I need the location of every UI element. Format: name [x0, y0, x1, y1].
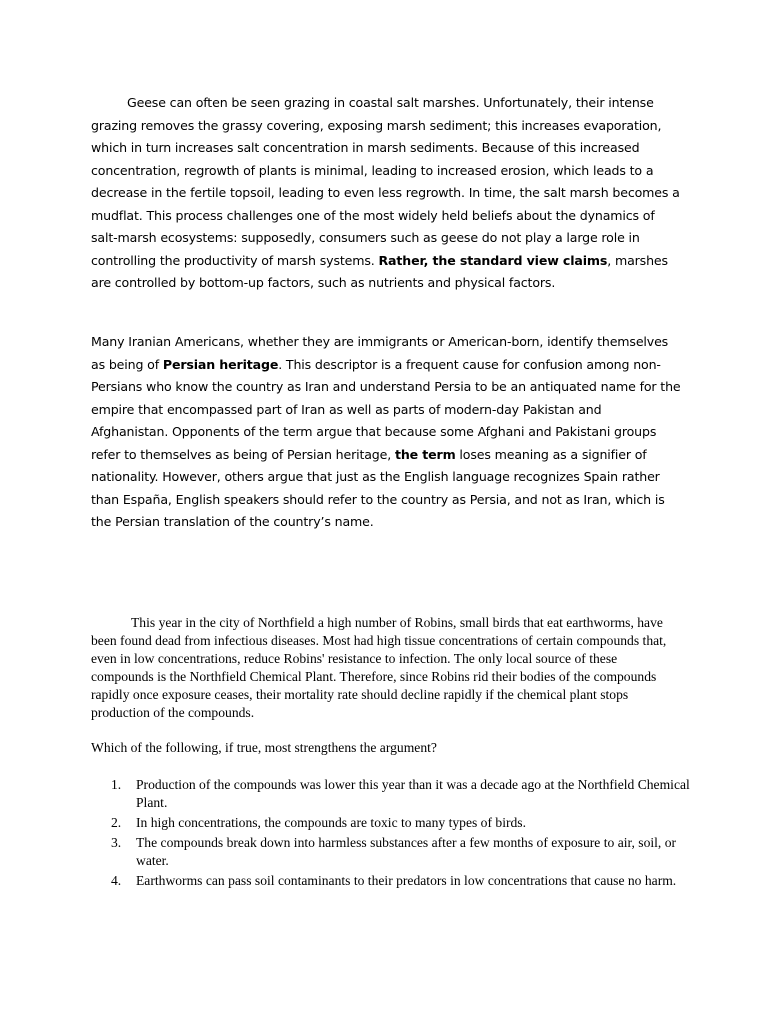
- option-number: 2.: [111, 815, 122, 830]
- option-text: In high concentrations, the compounds are toxic to many types of birds.: [136, 815, 526, 830]
- passage-geese-text: Geese can often be seen grazing in coastal salt marshes. Unfortunately, their intense grazing removes the grassy covering, exposing marsh sediment; this increases evaporation, which in turn increases salt concentration in marsh sediments. Because of this increased concentration, regrowth of plants is minimal, leading to increased erosion, which leads to a decrease in the fertile topsoil, leading to even less regrowth. In time, the salt marsh becomes a mudflat. This process challenges one of the most widely held beliefs about the dynamics of salt-marsh ecosystems: supposedly, consumers such as geese do not play a large role in controlling the productivity of marsh systems.: [91, 95, 680, 268]
- option-number: 3.: [111, 835, 122, 850]
- passage-persian-bold-heritage: Persian heritage: [162, 356, 279, 372]
- passage-persian-text: Many Iranian Americans, whether they are immigrants or American-born, identify themselves as being of: [91, 334, 669, 372]
- passage-persian-bold-term: the term: [394, 446, 456, 462]
- passage-persian-text-mid: . This descriptor is a frequent cause for confusion among non-Persians who know the country as Iran and understand Persia to be an antiquated name for the empire that encompassed part of Iran as well as parts of modern-day Pakistan and Afghanistan. Opponents of the term argue that because some Afghani and Pakistani groups refer to themselves as being of Persian heritage,: [91, 356, 681, 462]
- passage-geese-text-end: , marshes are controlled by bottom-up factors, such as nutrients and physical factors.: [91, 252, 668, 290]
- question-stem: Which of the following, if true, most strengthens the argument?: [91, 740, 437, 755]
- answer-option: [91, 872, 691, 890]
- answer-option: [91, 814, 691, 832]
- passage-geese: [91, 92, 681, 295]
- option-number: 1.: [111, 777, 122, 792]
- option-text: The compounds break down into harmless substances after a few months of exposure to air, soil, or water.: [136, 835, 677, 868]
- answer-option: [91, 834, 691, 870]
- option-text: Production of the compounds was lower this year than it was a decade ago at the Northfield Chemical Plant.: [136, 777, 690, 810]
- passage-geese-bold-claim: Rather, the standard view claims: [378, 252, 608, 268]
- answer-option: [91, 776, 691, 812]
- passage-persian-text-end: loses meaning as a signifier of nationality. However, others argue that just as the English language recognizes Spain rather than España, English speakers should refer to the country as Persia, and not as Iran, which is the Persian translation of the country’s name.: [91, 446, 665, 529]
- answer-options: [91, 776, 691, 892]
- option-number: 4.: [111, 873, 122, 888]
- passage-robins: This year in the city of Northfield a high number of Robins, small birds that eat earthworms, have been found dead from infectious diseases. Most had high tissue concentrations of certain compounds that, even in low concentrations, reduce Robins' resistance to infection. The only local source of these compounds is the Northfield Chemical Plant. Therefore, since Robins rid their bodies of the compounds rapidly once exposure ceases, their mortality rate should decline rapidly if the chemical plant stops production of the compounds.: [91, 615, 667, 720]
- passage-persian: [91, 331, 681, 534]
- option-text: Earthworms can pass soil contaminants to their predators in low concentrations that cause no harm.: [136, 873, 677, 888]
